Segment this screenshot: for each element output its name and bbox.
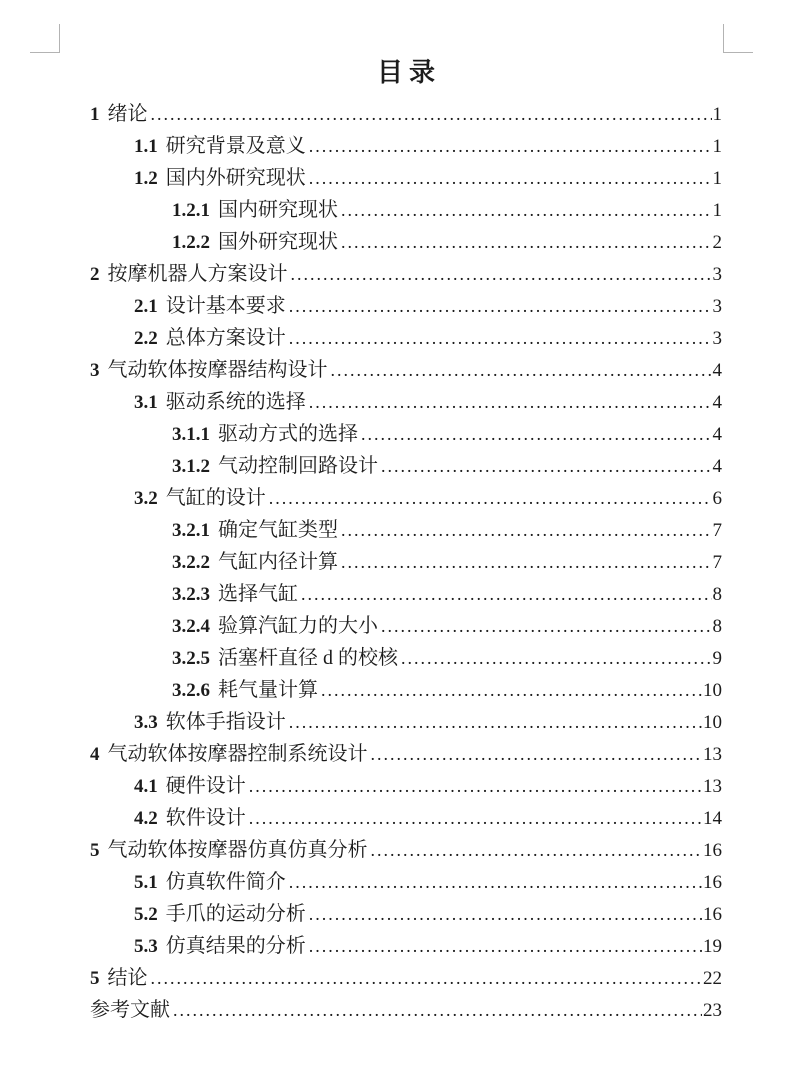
- toc-entry-label: 软体手指设计: [165, 711, 286, 733]
- toc-entry-label: 气缸内径计算: [218, 551, 338, 573]
- toc-entry[interactable]: [90, 578, 722, 610]
- toc-dot-leader: [151, 98, 712, 130]
- toc-entry-number: 2.2: [134, 328, 158, 349]
- toc-entry[interactable]: [90, 706, 722, 738]
- toc-page-number: 13: [703, 744, 722, 765]
- toc-page-number: 4: [712, 424, 722, 445]
- toc-entry-label: 仿真结果的分析: [165, 935, 306, 957]
- toc-entry-label: 气动软体按摩器控制系统设计: [107, 743, 368, 765]
- toc-entry-number: 1.2.2: [172, 232, 210, 253]
- toc-entry-label: 驱动系统的选择: [165, 391, 306, 413]
- toc-entry-number: 2.1: [134, 296, 158, 317]
- toc-dot-leader: [289, 290, 712, 322]
- toc-entry[interactable]: [90, 418, 722, 450]
- toc-dot-leader: [249, 770, 702, 802]
- page-title: 目录: [376, 58, 441, 87]
- toc-entry-number: 3: [90, 360, 100, 381]
- toc-entry[interactable]: [90, 194, 722, 226]
- toc-entry-label: 硬件设计: [165, 775, 246, 797]
- toc-page-number: 10: [703, 712, 722, 733]
- toc-page-number: 3: [712, 296, 722, 317]
- toc-entry[interactable]: [90, 610, 722, 642]
- toc-entry-label: 研究背景及意义: [165, 135, 306, 157]
- toc-entry[interactable]: [90, 322, 722, 354]
- toc-dot-leader: [249, 802, 702, 834]
- toc-dot-leader: [381, 610, 712, 642]
- toc-page-number: 16: [703, 904, 722, 925]
- toc-dot-leader: [341, 514, 712, 546]
- toc-entry-label: 国外研究现状: [218, 231, 338, 253]
- toc-page-number: 4: [712, 392, 722, 413]
- toc-entry-number: 1.1: [134, 136, 158, 157]
- toc-entry-number: 5.1: [134, 872, 158, 893]
- toc-entry-label: 耗气量计算: [218, 679, 318, 701]
- toc-entry-label: 结论: [107, 967, 148, 989]
- toc-page-number: 1: [712, 200, 722, 221]
- toc-page-number: 22: [703, 968, 722, 989]
- text-boundary-corner-top-right: [723, 24, 753, 53]
- toc-dot-leader: [361, 418, 712, 450]
- toc-entry[interactable]: [90, 354, 722, 386]
- toc-entry-label: 总体方案设计: [165, 327, 286, 349]
- toc-entry[interactable]: [90, 514, 722, 546]
- toc-page-number: 3: [712, 328, 722, 349]
- toc-dot-leader: [381, 450, 712, 482]
- toc-entry-label: 气动软体按摩器仿真仿真分析: [107, 839, 368, 861]
- toc-dot-leader: [331, 354, 712, 386]
- toc-dot-leader: [309, 386, 712, 418]
- toc-dot-leader: [301, 578, 712, 610]
- toc-entry-number: 5.3: [134, 936, 158, 957]
- toc-entry-number: 4.1: [134, 776, 158, 797]
- toc-page-number: 14: [703, 808, 722, 829]
- toc-page-number: 3: [712, 264, 722, 285]
- toc-dot-leader: [289, 866, 702, 898]
- toc-dot-leader: [269, 482, 712, 514]
- toc-entry[interactable]: [90, 802, 722, 834]
- toc-dot-leader: [309, 930, 702, 962]
- toc-entry-number: 5: [90, 840, 100, 861]
- toc-dot-leader: [309, 162, 712, 194]
- toc-entry-number: 2: [90, 264, 100, 285]
- toc-page-number: 1: [712, 168, 722, 189]
- toc-page-number: 8: [712, 584, 722, 605]
- toc-entry-number: 3.3: [134, 712, 158, 733]
- toc-entry-label: 气动控制回路设计: [218, 455, 378, 477]
- toc-dot-leader: [309, 130, 712, 162]
- toc-entry-label: 仿真软件简介: [165, 871, 286, 893]
- toc-entry[interactable]: [90, 738, 722, 770]
- toc-page-number: 7: [712, 520, 722, 541]
- toc-dot-leader: [173, 994, 702, 1026]
- toc-entry-number: 3.2: [134, 488, 158, 509]
- toc-page-number: 7: [712, 552, 722, 573]
- toc-entry-number: 1.2.1: [172, 200, 210, 221]
- toc-entry[interactable]: [90, 930, 722, 962]
- toc-entry-number: 3.2.4: [172, 616, 210, 637]
- toc-entry-label: 气缸的设计: [165, 487, 266, 509]
- toc-dot-leader: [341, 546, 712, 578]
- toc-dot-leader: [151, 962, 703, 994]
- toc-entry[interactable]: [90, 482, 722, 514]
- toc-entry-number: 3.1.1: [172, 424, 210, 445]
- toc-entry[interactable]: [90, 994, 722, 1026]
- toc-entry-label: 手爪的运动分析: [165, 903, 306, 925]
- toc-entry-number: 5.2: [134, 904, 158, 925]
- text-boundary-corner-top-left: [30, 24, 60, 53]
- toc-entry-number: 4: [90, 744, 100, 765]
- toc-entry[interactable]: [90, 898, 722, 930]
- toc-dot-leader: [289, 322, 712, 354]
- toc-entry[interactable]: [90, 226, 722, 258]
- toc-dot-leader: [341, 226, 712, 258]
- toc-entry-number: 3.2.1: [172, 520, 210, 541]
- toc-entry-number: 3.2.2: [172, 552, 210, 573]
- toc-page-number: 4: [712, 456, 722, 477]
- toc-entry-label: 参考文献: [90, 999, 170, 1021]
- toc-dot-leader: [401, 642, 712, 674]
- toc-entry-label: 按摩机器人方案设计: [107, 263, 288, 285]
- toc-page-number: 6: [712, 488, 722, 509]
- toc-entry-number: 3.2.5: [172, 648, 210, 669]
- toc-entry-number: 3.1.2: [172, 456, 210, 477]
- toc-page-number: 23: [703, 1000, 722, 1021]
- toc-entry-label: 国内研究现状: [218, 199, 338, 221]
- toc-entry-label: 验算汽缸力的大小: [218, 615, 378, 637]
- toc-entry[interactable]: [90, 290, 722, 322]
- toc-entry[interactable]: [90, 674, 722, 706]
- toc-page-number: 4: [712, 360, 722, 381]
- toc-entry[interactable]: [90, 162, 722, 194]
- toc-entry-label: 国内外研究现状: [165, 167, 306, 189]
- toc-dot-leader: [289, 706, 702, 738]
- toc-dot-leader: [321, 674, 702, 706]
- toc-page-number: 16: [703, 872, 722, 893]
- toc-entry-label: 选择气缸: [218, 583, 298, 605]
- toc-entry-number: 5: [90, 968, 100, 989]
- toc-dot-leader: [291, 258, 712, 290]
- toc-entry-number: 1.2: [134, 168, 158, 189]
- toc-list: [90, 98, 722, 1026]
- toc-entry-label: 活塞杆直径 d 的校核: [218, 647, 398, 669]
- toc-entry[interactable]: [90, 130, 722, 162]
- toc-page-number: 16: [703, 840, 722, 861]
- toc-entry-label: 驱动方式的选择: [218, 423, 358, 445]
- toc-dot-leader: [371, 834, 703, 866]
- toc-entry[interactable]: [90, 642, 722, 674]
- toc-page-number: 1: [712, 104, 722, 125]
- toc-entry[interactable]: [90, 546, 722, 578]
- toc-entry-label: 气动软体按摩器结构设计: [107, 359, 328, 381]
- toc-page-number: 10: [703, 680, 722, 701]
- toc-entry-label: 软件设计: [165, 807, 246, 829]
- toc-entry-label: 设计基本要求: [165, 295, 286, 317]
- toc-entry[interactable]: [90, 770, 722, 802]
- toc-entry-number: 4.2: [134, 808, 158, 829]
- toc-entry[interactable]: [90, 386, 722, 418]
- toc-entry[interactable]: [90, 98, 722, 130]
- toc-entry[interactable]: [90, 450, 722, 482]
- toc-page-number: 8: [712, 616, 722, 637]
- toc-entry[interactable]: [90, 962, 722, 994]
- toc-entry-number: 1: [90, 104, 100, 125]
- toc-page-number: 19: [703, 936, 722, 957]
- toc-entry-number: 3.2.3: [172, 584, 210, 605]
- toc-dot-leader: [341, 194, 712, 226]
- toc-entry-number: 3.1: [134, 392, 158, 413]
- toc-entry-label: 确定气缸类型: [218, 519, 338, 541]
- toc-entry[interactable]: [90, 834, 722, 866]
- toc-page-number: 13: [703, 776, 722, 797]
- toc-entry[interactable]: [90, 258, 722, 290]
- toc-page-number: 1: [712, 136, 722, 157]
- toc-entry-label: 绪论: [107, 103, 148, 125]
- toc-page-number: 9: [712, 648, 722, 669]
- toc-dot-leader: [309, 898, 702, 930]
- toc-page-number: 2: [712, 232, 722, 253]
- toc-entry[interactable]: [90, 866, 722, 898]
- toc-dot-leader: [371, 738, 703, 770]
- toc-entry-number: 3.2.6: [172, 680, 210, 701]
